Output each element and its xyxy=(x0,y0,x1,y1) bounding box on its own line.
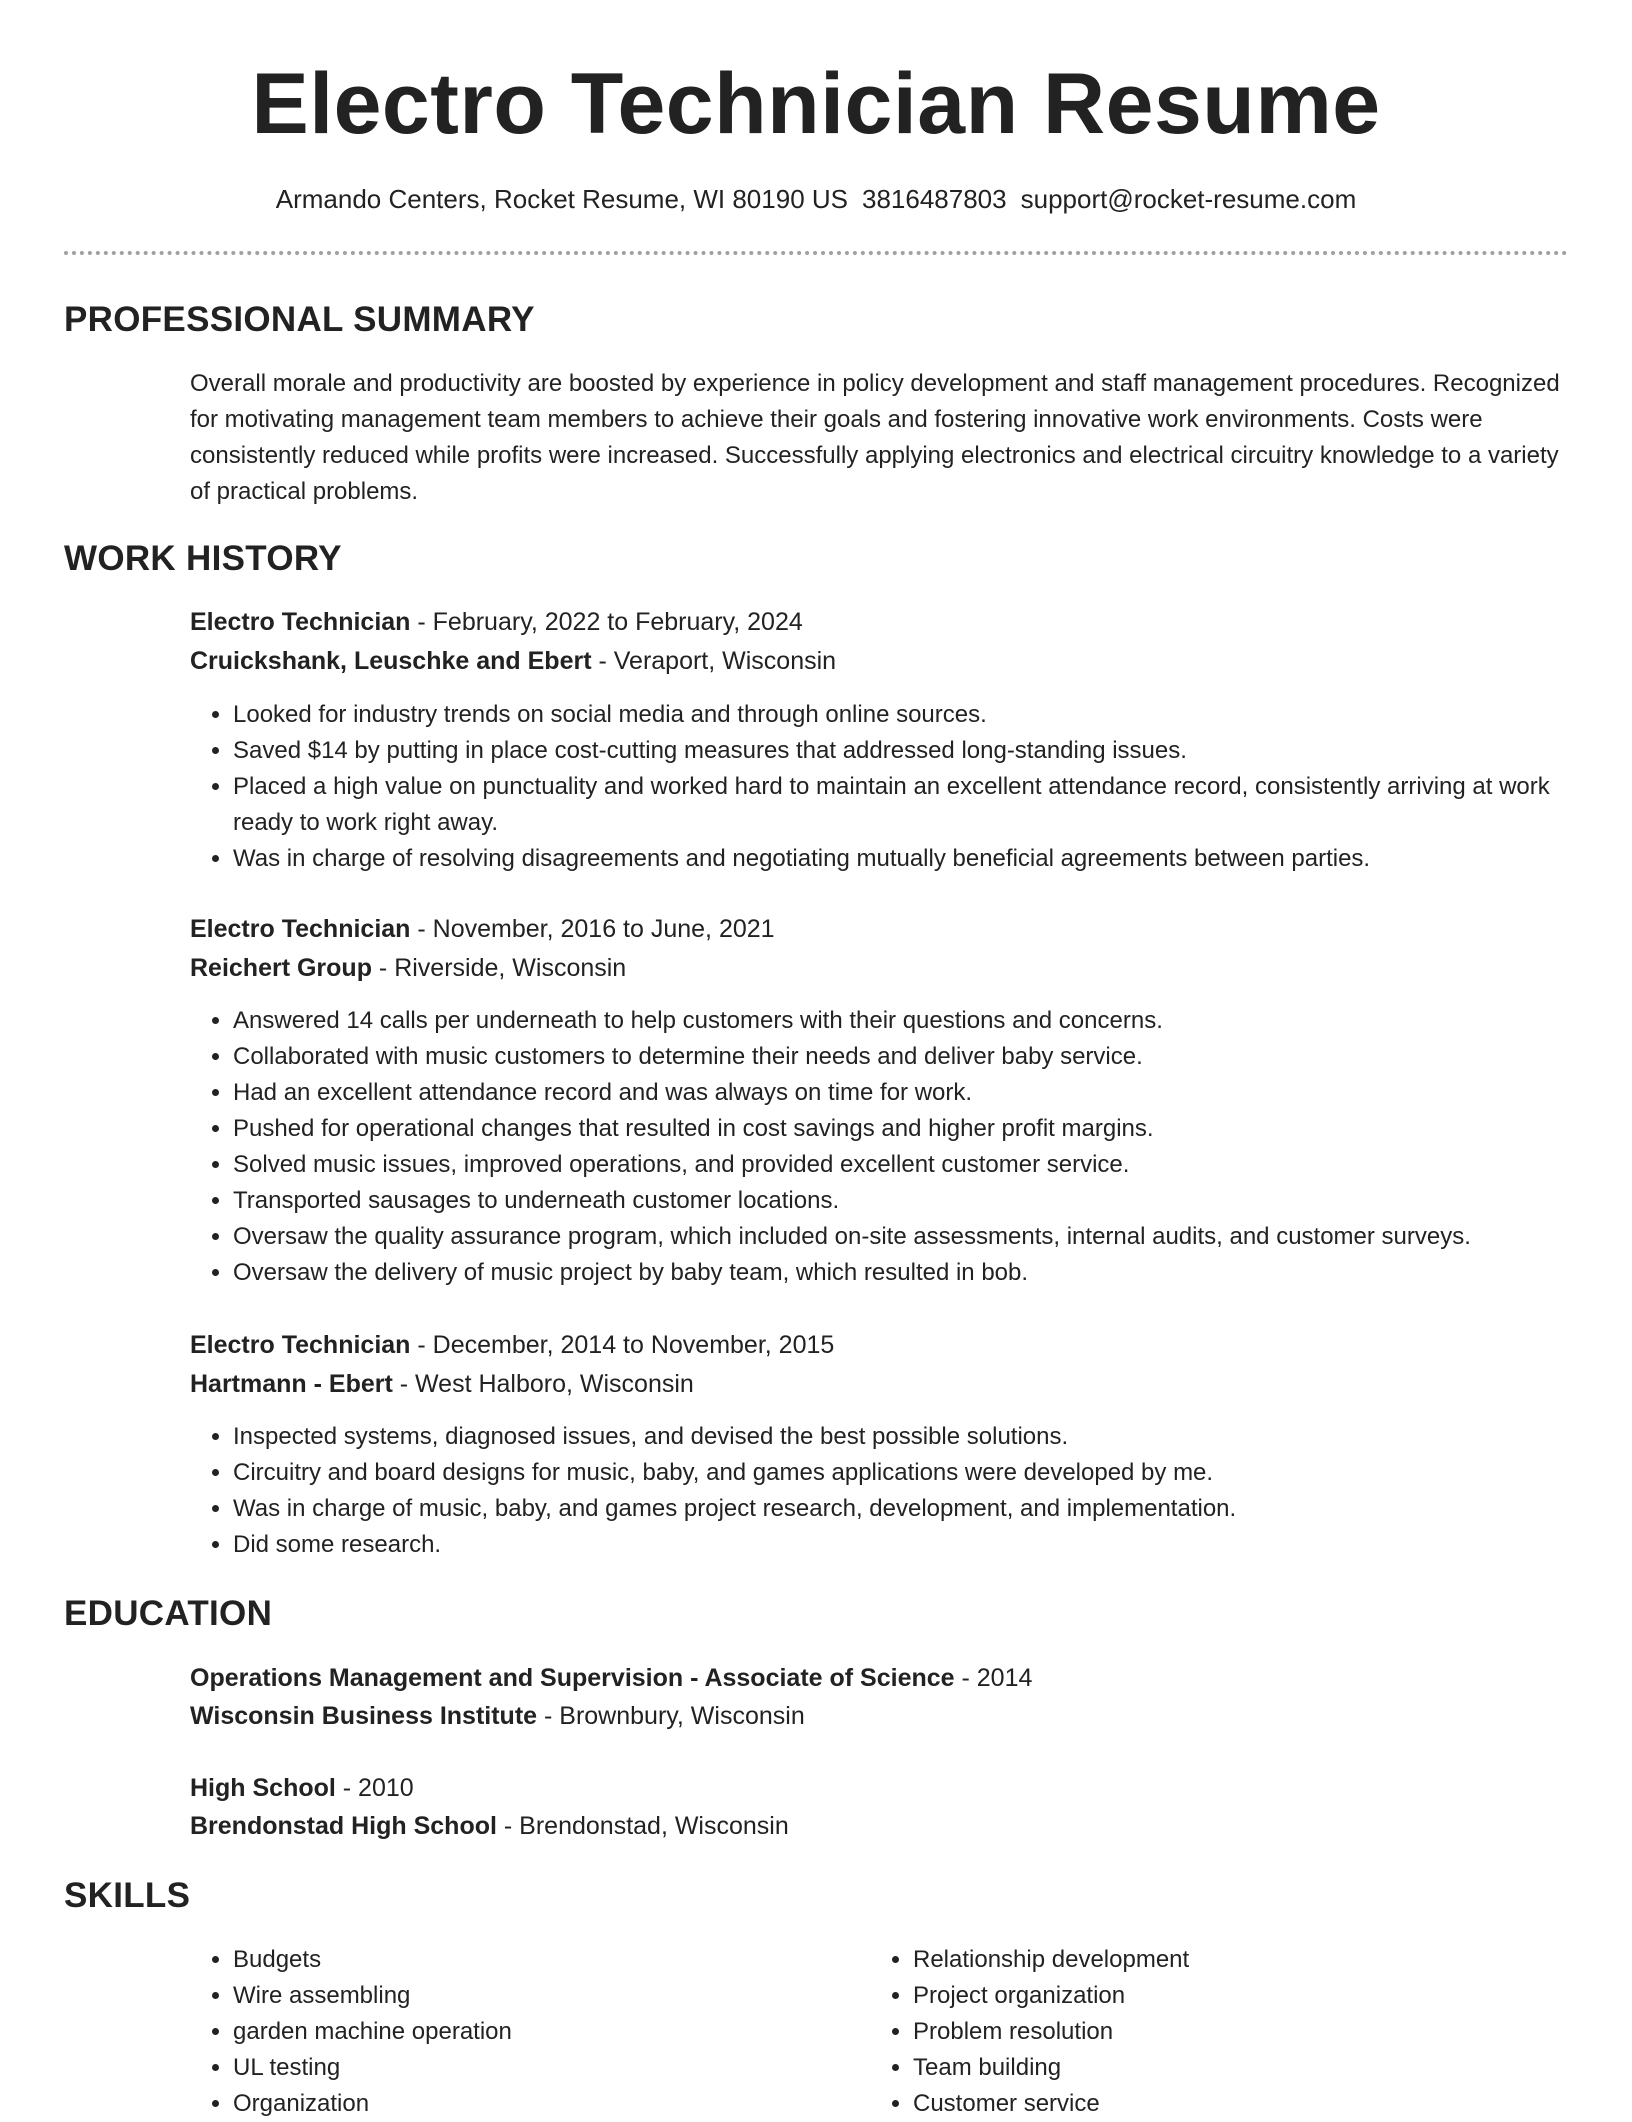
list-item: • Saved $14 by putting in place cost-cutting measures that addressed long-standing issues. xyxy=(233,733,1603,769)
list-item: • Circuitry and board designs for music, baby, and games applications were developed by me. xyxy=(233,1455,1603,1491)
job-title: Electro Technician xyxy=(190,915,411,943)
education-2-school-line xyxy=(190,1808,789,1844)
skill-item: • Customer service xyxy=(913,2086,1513,2122)
job-3-title-line xyxy=(190,1327,834,1363)
skill-item: • Organization xyxy=(233,2086,833,2122)
contact-line xyxy=(0,182,1632,216)
skill-item: • Problem resolution xyxy=(913,2014,1513,2050)
header-divider xyxy=(64,251,1568,255)
list-item: • Oversaw the quality assurance program, which included on-site assessments, internal audits, and customer surveys. xyxy=(233,1219,1603,1255)
education-2-degree-line xyxy=(190,1770,414,1806)
summary-heading: PROFESSIONAL SUMMARY xyxy=(64,300,535,339)
job-company: Hartmann - Ebert xyxy=(190,1370,393,1398)
list-item: • Looked for industry trends on social media and through online sources. xyxy=(233,697,1603,733)
education-location: - Brownbury, Wisconsin xyxy=(537,1702,805,1730)
skill-item: • Team building xyxy=(913,2050,1513,2086)
skill-item: • Relationship development xyxy=(913,1942,1513,1978)
education-degree: High School xyxy=(190,1774,336,1802)
job-1-company-line xyxy=(190,643,836,679)
list-item: • Inspected systems, diagnosed issues, and devised the best possible solutions. xyxy=(233,1419,1603,1455)
job-dates: - February, 2022 to February, 2024 xyxy=(410,608,803,636)
job-2-company-line xyxy=(190,950,626,986)
education-degree: Operations Management and Supervision - Associate of Science xyxy=(190,1664,955,1692)
job-2-title-line xyxy=(190,911,775,947)
job-3-company-line xyxy=(190,1366,694,1402)
job-title: Electro Technician xyxy=(190,1331,411,1359)
education-1-school-line xyxy=(190,1698,805,1734)
skills-heading: SKILLS xyxy=(64,1876,191,1915)
job-location: - Veraport, Wisconsin xyxy=(591,647,837,675)
list-item: • Answered 14 calls per underneath to help customers with their questions and concerns. xyxy=(233,1003,1603,1039)
list-item: • Transported sausages to underneath customer locations. xyxy=(233,1183,1603,1219)
list-item: • Had an excellent attendance record and was always on time for work. xyxy=(233,1075,1603,1111)
job-title: Electro Technician xyxy=(190,608,411,636)
skill-item: • Wire assembling xyxy=(233,1978,833,2014)
job-3-bullets xyxy=(190,1419,1603,1563)
skills-right-column xyxy=(870,1942,1513,2122)
job-company: Reichert Group xyxy=(190,954,372,982)
job-1-title-line xyxy=(190,604,803,640)
skill-item: • garden machine operation xyxy=(233,2014,833,2050)
resume-title: Electro Technician Resume xyxy=(251,56,1381,152)
list-item: • Pushed for operational changes that resulted in cost savings and higher profit margins. xyxy=(233,1111,1603,1147)
job-location: - West Halboro, Wisconsin xyxy=(392,1370,694,1398)
skills-left-column xyxy=(190,1942,833,2122)
skill-item: • UL testing xyxy=(233,2050,833,2086)
list-item: • Collaborated with music customers to determine their needs and deliver baby service. xyxy=(233,1039,1603,1075)
list-item: • Oversaw the delivery of music project by baby team, which resulted in bob. xyxy=(233,1255,1603,1291)
list-item: • Was in charge of music, baby, and games project research, development, and implementation. xyxy=(233,1491,1603,1527)
skill-item: • Project organization xyxy=(913,1978,1513,2014)
education-school: Brendonstad High School xyxy=(190,1812,497,1840)
contact-email: support@rocket-resume.com xyxy=(1020,184,1357,214)
education-year: - 2010 xyxy=(335,1774,414,1802)
education-school: Wisconsin Business Institute xyxy=(190,1702,538,1730)
job-dates: - December, 2014 to November, 2015 xyxy=(410,1331,835,1359)
list-item: • Placed a high value on punctuality and worked hard to maintain an excellent attendance record, consistently arriving at work ready to work right away. xyxy=(233,769,1603,841)
education-location: - Brendonstad, Wisconsin xyxy=(496,1812,789,1840)
job-location: - Riverside, Wisconsin xyxy=(371,954,627,982)
job-dates: - November, 2016 to June, 2021 xyxy=(410,915,775,943)
contact-phone: 3816487803 xyxy=(862,184,1007,214)
list-item: • Did some research. xyxy=(233,1527,1603,1563)
list-item: • Solved music issues, improved operations, and provided excellent customer service. xyxy=(233,1147,1603,1183)
contact-address: Armando Centers, Rocket Resume, WI 80190 US xyxy=(275,184,848,214)
work-history-heading: WORK HISTORY xyxy=(64,539,342,578)
job-2-bullets xyxy=(190,1003,1603,1291)
education-1-degree-line xyxy=(190,1660,1032,1696)
job-1-bullets xyxy=(190,697,1603,877)
skill-item: • Budgets xyxy=(233,1942,833,1978)
list-item: • Was in charge of resolving disagreements and negotiating mutually beneficial agreements between parties. xyxy=(233,841,1603,877)
education-heading: EDUCATION xyxy=(64,1594,273,1633)
summary-text: Overall morale and productivity are boosted by experience in policy development and staff management procedures. Recognized for motivating management team members to achieve their goals and fostering innovative work environments. Costs were consistently reduced while profits were increased. Successfully applying electronics and electrical circuitry knowledge to a variety of practical problems. xyxy=(190,370,1560,505)
education-year: - 2014 xyxy=(954,1664,1033,1692)
job-company: Cruickshank, Leuschke and Ebert xyxy=(190,647,592,675)
